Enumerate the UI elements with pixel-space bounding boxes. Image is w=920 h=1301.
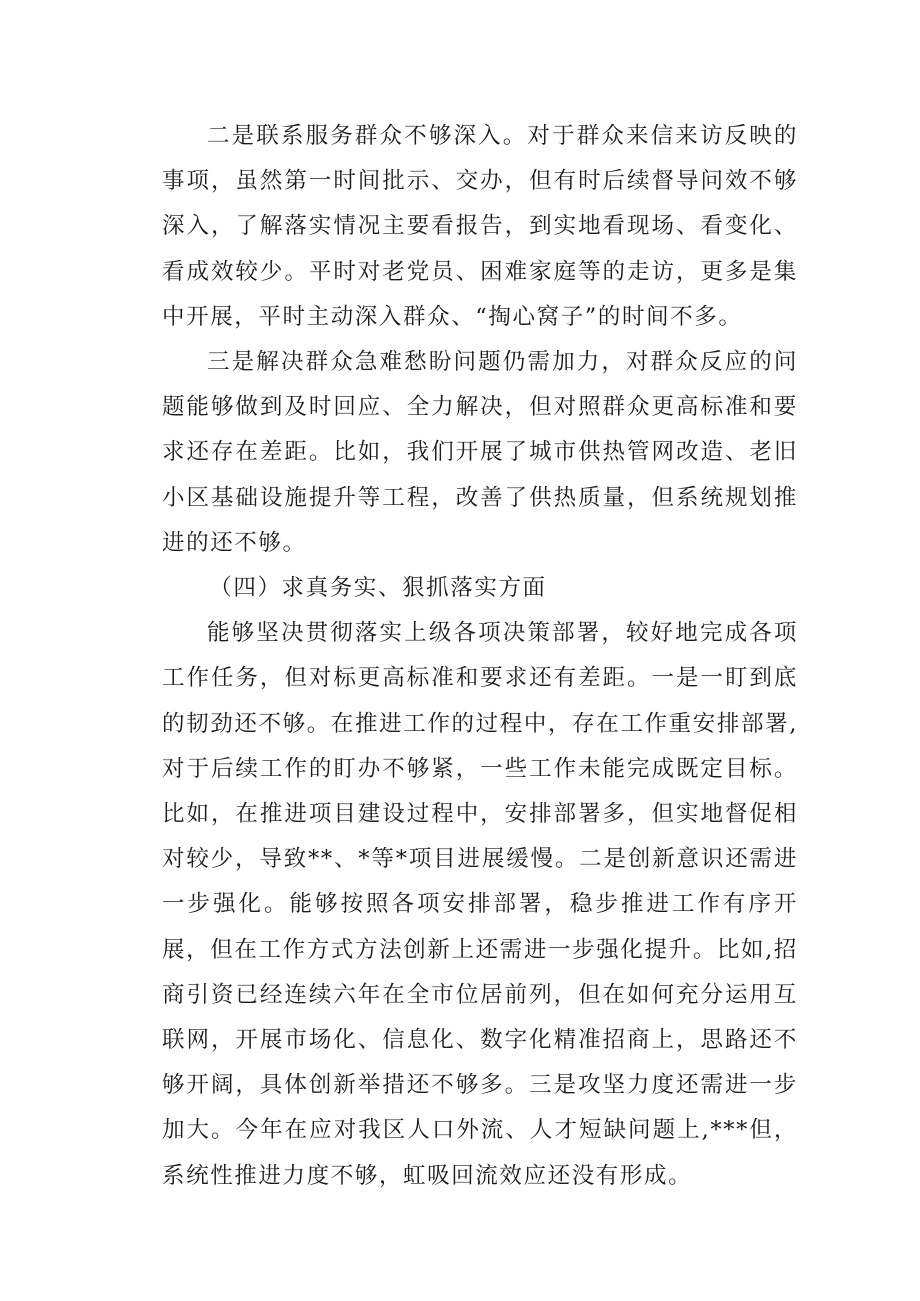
section-heading-four: （四）求真务实、狠抓落实方面 <box>209 575 547 602</box>
paragraph-three-urgent-problems: 三是解决群众急难愁盼问题仍需加力，对群众反应的问题能够做到及时回应、全力解决，但对照群众更高标准和要求还存在差距。比如，我们开展了城市供热管网改造、老旧小区基础设施提升等工程，改善了供热质量，但系统规划推进的还不够。 <box>162 349 798 556</box>
paragraph-two-liaison-service: 二是联系服务群众不够深入。对于群众来信来访反映的事项，虽然第一时间批示、交办，但有时后续督导问效不够深入，了解落实情况主要看报告，到实地看现场、看变化、看成效较少。平时对老党员、困难家庭等的走访，更多是集中开展，平时主动深入群众、“掏心窝子”的时间不多。 <box>162 123 798 330</box>
document-body <box>162 114 798 1199</box>
paragraph-section-four-body: 能够坚决贯彻落实上级各项决策部署，较好地完成各项工作任务，但对标更高标准和要求还有差距。一是一盯到底的韧劲还不够。在推进工作的过程中，存在工作重安排部署,对于后续工作的盯办不够紧，一些工作未能完成既定目标。比如，在推进项目建设过程中，安排部署多，但实地督促相对较少，导致**、*等*项目进展缓慢。二是创新意识还需进一步强化。能够按照各项安排部署，稳步推进工作有序开展，但在工作方式方法创新上还需进一步强化提升。比如,招商引资已经连续六年在全市位居前列，但在如何充分运用互联网，开展市场化、信息化、数字化精准招商上，思路还不够开阔，具体创新举措还不够多。三是攻坚力度还需进一步加大。今年在应对我区人口外流、人才短缺问题上,***但，系统性推进力度不够，虹吸回流效应还没有形成。 <box>162 620 798 1189</box>
